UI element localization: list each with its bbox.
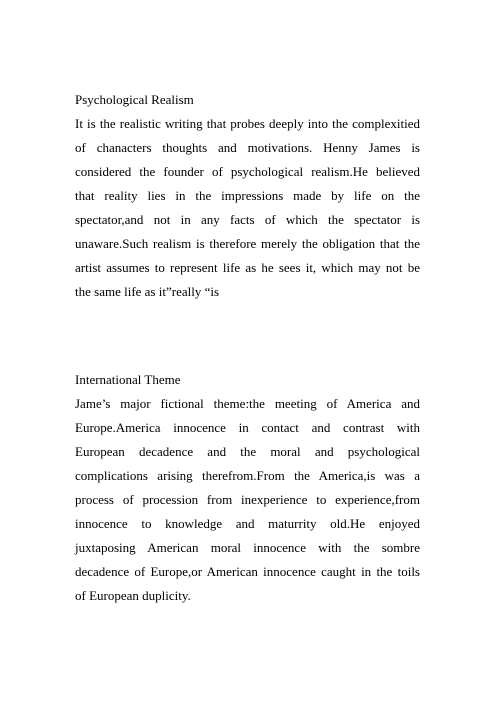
- body-line: unaware.Such realism is therefore merely the obligation that the: [75, 236, 420, 251]
- body-line: process of procession from inexperience to experience,from: [75, 492, 420, 507]
- section-heading-psychological-realism: Psychological Realism: [75, 92, 194, 107]
- body-line: complications arising therefrom.From the America,is was a: [75, 468, 420, 483]
- body-line: juxtaposing American moral innocence with the sombre: [75, 540, 420, 555]
- body-line: Europe.America innocence in contact and contrast with: [75, 420, 420, 435]
- body-line: the same life as it”really “is: [75, 284, 220, 299]
- body-line: European decadence and the moral and psychological: [75, 444, 420, 459]
- section-body-psychological-realism: [75, 116, 420, 308]
- body-line: spectator,and not in any facts of which the spectator is: [75, 212, 420, 227]
- body-line: decadence of Europe,or American innocence caught in the toils: [75, 564, 420, 579]
- body-line: of European duplicity.: [75, 588, 191, 603]
- body-line: considered the founder of psychological realism.He believed: [75, 164, 420, 179]
- section-body-international-theme: [75, 396, 420, 612]
- section-heading-international-theme: International Theme: [75, 372, 181, 387]
- body-line: innocence to knowledge and maturrity old.He enjoyed: [75, 516, 420, 531]
- body-line: Jame’s major fictional theme:the meeting of America and: [75, 396, 420, 411]
- body-line: of chanacters thoughts and motivations. Henny James is: [75, 140, 420, 155]
- body-line: that reality lies in the impressions made by life on the: [75, 188, 420, 203]
- body-line: It is the realistic writing that probes deeply into the complexitied: [75, 116, 420, 131]
- body-line: artist assumes to represent life as he sees it, which may not be: [75, 260, 420, 275]
